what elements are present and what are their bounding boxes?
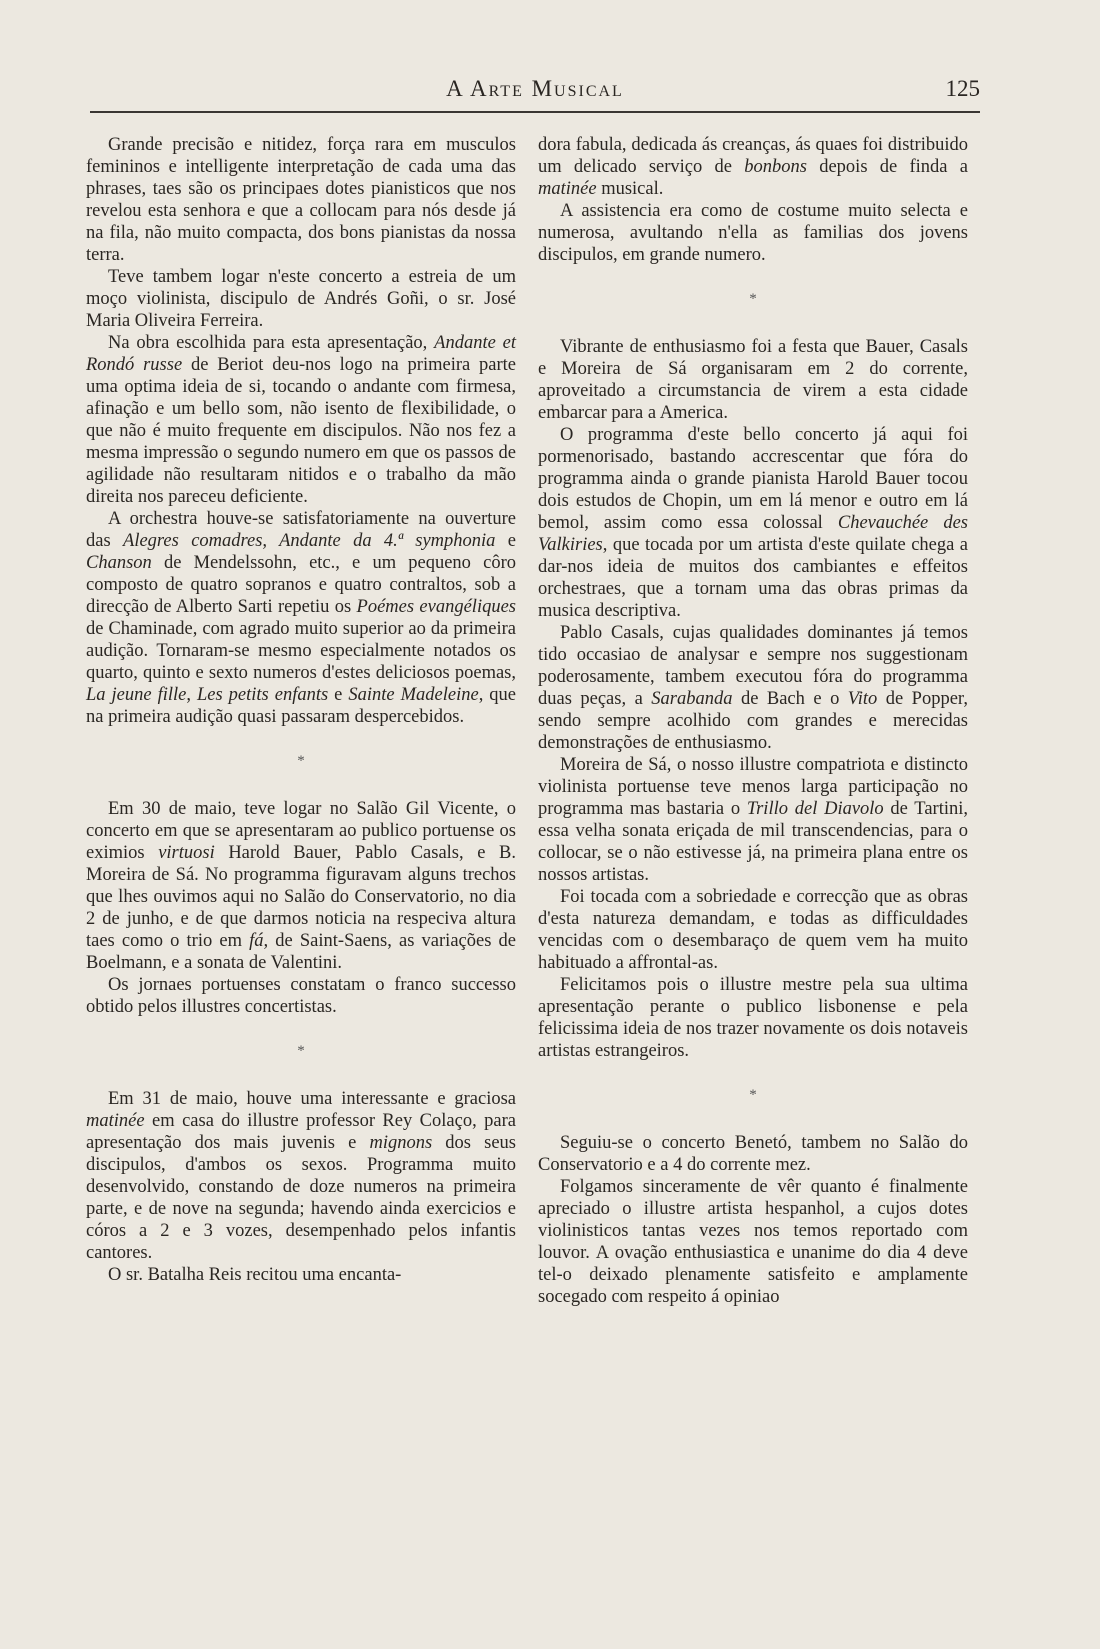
paragraph: Seguiu-se o concerto Benetó, tambem no Salão do Conservatorio e a 4 do corrente mez. [538,1133,968,1175]
paragraph: Felicitamos pois o illustre mestre pela sua ultima apresentação perante o publico lisbonense e pela felicissima ideia de nos trazer novamente os dois notaveis artistas estrangeiros. [538,975,968,1061]
right-column [538,134,968,1308]
paragraph: A assistencia era como de costume muito selecta e numerosa, avultando n'ella as familias dos jovens discipulos, em grande numero. [538,201,968,265]
paragraph: Grande precisão e nitidez, força rara em musculos femininos e intelligente interpretação de cada uma das phrases, taes são os principaes dotes pianisticos que nos revelou esta senhora e que a collocam para nós desde já na fila, não muito compacta, dos bons pianistas da nossa terra. [86,135,516,265]
paragraph: O programma d'este bello concerto já aqui foi pormenorisado, bastando accrescentar que fóra do programma ainda o grande pianista Harold Bauer tocou dois estudos de Chopin, um em lá menor e outro em lá bemol, assim como essa colossal Chevauchée des Valkiries, que tocada por um artista d'este quilate chega a dar-nos ideia de muitos dos cambiantes e effeitos orchestraes, que a tornam uma das obras primas da musica descriptiva. [538,425,968,621]
section-separator: * [749,1087,757,1103]
left-column [86,134,516,1286]
paragraph: Em 30 de maio, teve logar no Salão Gil Vicente, o concerto em que se apresentaram ao publico portuense os eximios virtuosi Harold Bauer, Pablo Casals, e B. Moreira de Sá. No programma figuravam alguns trechos que lhes ouvimos aqui no Salão do Conservatorio, no dia 2 de junho, e de que darmos noticia na respeciva altura taes como o trio em fá, de Saint-Saens, as variações de Boelmann, e a sonata de Valentini. [86,799,517,973]
header-rule [90,111,980,113]
paragraph: Teve tambem logar n'este concerto a estreia de um moço violinista, discipulo de Andrés Goñi, o sr. José Maria Oliveira Ferreira. [86,267,516,331]
paragraph: Foi tocada com a sobriedade e correcção que as obras d'esta natureza demandam, e todas as difficuldades vencidas com o desembaraço de quem vem ha muito habituado a affrontal-as. [538,887,968,973]
section-separator: * [297,753,305,769]
running-header [90,70,980,110]
paragraph: Vibrante de enthusiasmo foi a festa que Bauer, Casals e Moreira de Sá organisaram em 2 do corrente, aproveitado a circumstancia de virem a esta cidade embarcar para a America. [538,337,968,423]
paragraph: Moreira de Sá, o nosso illustre compatriota e distincto violinista portuense teve menos larga participação no programma mas bastaria o Trillo del Diavolo de Tartini, essa velha sonata eriçada de mil transcendencias, para o collocar, se o não estivesse já, na primeira plana entre os nossos artistas. [538,755,968,885]
paragraph: dora fabula, dedicada ás creanças, ás quaes foi distribuido um delicado serviço de bonbons depois de finda a matinée musical. [538,135,968,199]
page-number: 125 [945,76,980,101]
paragraph: Os jornaes portuenses constatam o franco successo obtido pelos illustres concertistas. [86,975,516,1017]
paragraph: O sr. Batalha Reis recitou uma encanta- [108,1265,402,1285]
paragraph: Na obra escolhida para esta apresentação, Andante et Rondó russe de Beriot deu-nos logo na primeira parte uma optima ideia de si, tocando o andante com firmesa, afinação e um bello som, não isento de flexibilidade, o que não é muito frequente em discipulos. Não nos fez a mesma impressão o segundo numero em que os passos de agilidade não resultaram nitidos e o trabalho da mão direita nos pareceu deficiente. [86,333,516,507]
paragraph: Em 31 de maio, houve uma interessante e graciosa matinée em casa do illustre professor Rey Colaço, para apresentação dos mais juvenis e mignons dos seus discipulos, d'ambos os sexos. Programma muito desenvolvido, constando de doze numeros na primeira parte, e de nove na segunda; havendo ainda exercicios e córos a 2 e 3 vozes, desempenhado pelos infantis cantores. [86,1089,516,1263]
paragraph: Pablo Casals, cujas qualidades dominantes já temos tido occasiao de analysar e sempre nos suggestionam poderosamente, tambem executou fóra do programma duas peças, a Sarabanda de Bach e o Vito de Popper, sendo sempre acolhido com grandes e merecidas demonstrações de enthusiasmo. [538,623,968,753]
paragraph: Folgamos sinceramente de vêr quanto é finalmente apreciado o illustre artista hespanhol, a cujos dotes violinisticos tantas vezes nos temos reportado com louvor. A ovação enthusiastica e unanime do dia 4 deve tel-o deixado plenamente satisfeito e amplamente socegado com respeito á opiniao [538,1177,968,1307]
journal-title: A Arte Musical [446,76,624,101]
paragraph: A orchestra houve-se satisfatoriamente na ouverture das Alegres comadres, Andante da 4.ª symphonia e Chanson de Mendelssohn, etc., e um pequeno côro composto de quatro sopranos e quatro contraltos, sob a direcção de Alberto Sarti repetiu os Poémes evangéliques de Chaminade, com agrado muito superior ao da primeira audição. Tornaram-se mesmo especialmente notados os quarto, quinto e sexto numeros d'estes deliciosos poemas, La jeune fille, Les petits enfants e Sainte Madeleine, que na primeira audição quasi passaram despercebidos. [86,509,517,727]
section-separator: * [749,291,757,307]
section-separator: * [297,1043,305,1059]
